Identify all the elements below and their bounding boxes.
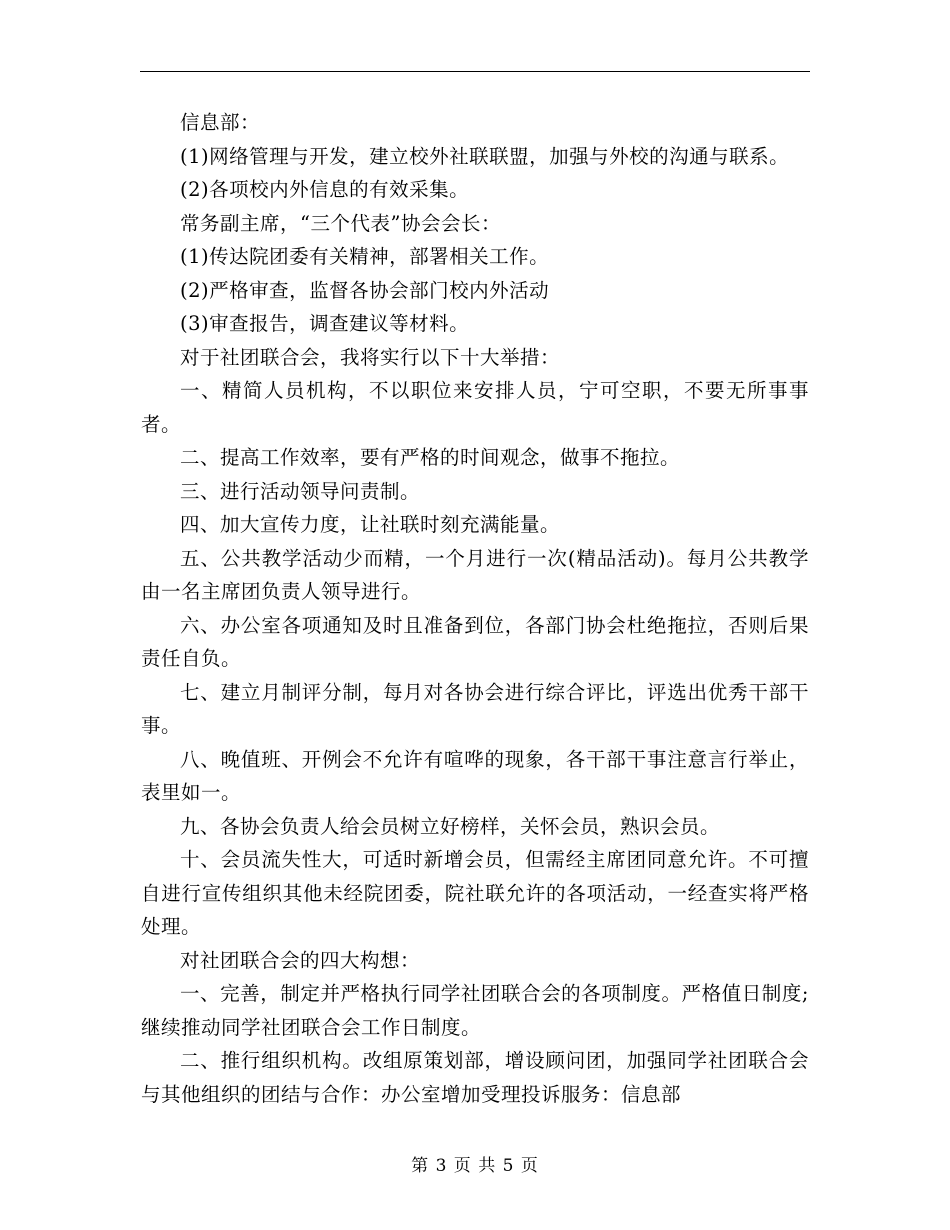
paragraph: (2)严格审查，监督各协会部门校内外活动: [180, 278, 550, 302]
paragraph: 信息部：: [180, 111, 261, 134]
paragraph: (1)网络管理与开发，建立校外社联联盟，加强与外校的沟通与联系。: [180, 144, 790, 168]
paragraph: 十、会员流失性大，可适时新增会员，但需经主席团同意允许。不可擅自进行宣传组织其他未经院团委，院社联允许的各项活动，一经查实将严格处理。: [141, 848, 809, 938]
paragraph: 四、加大宣传力度，让社联时刻充满能量。: [180, 513, 561, 536]
paragraph: (2)各项校内外信息的有效采集。: [180, 178, 470, 201]
paragraph: 八、晚值班、开例会不允许有喧哗的现象，各干部干事注意言行举止，表里如一。: [141, 747, 809, 804]
paragraph: 九、各协会负责人给会员树立好榜样，关怀会员，熟识会员。: [180, 814, 721, 838]
document-body: [141, 106, 809, 1111]
paragraph: (3)审查报告，调查建议等材料。: [180, 312, 470, 335]
paragraph: 二、推行组织机构。改组原策划部，增设顾问团，加强同学社团联合会与其他组织的团结与合作：办公室增加受理投诉服务：信息部: [141, 1049, 809, 1106]
paragraph: 一、完善，制定并严格执行同学社团联合会的各项制度。严格值日制度;继续推动同学社团联合会工作日制度。: [141, 982, 809, 1039]
paragraph: 五、公共教学活动少而精，一个月进行一次(精品活动)。每月公共教学由一名主席团负责人领导进行。: [141, 546, 809, 603]
paragraph: 常务副主席，“三个代表”协会会长：: [180, 211, 501, 235]
paragraph: 六、办公室各项通知及时且准备到位，各部门协会杜绝拖拉，否则后果责任自负。: [141, 613, 809, 670]
paragraph: (1)传达院团委有关精神，部署相关工作。: [180, 245, 550, 268]
paragraph: 对于社团联合会，我将实行以下十大举措：: [180, 345, 561, 369]
paragraph: 二、提高工作效率，要有严格的时间观念，做事不拖拉。: [180, 446, 681, 469]
paragraph: 一、精简人员机构，不以职位来安排人员，宁可空职，不要无所事事者。: [141, 379, 809, 436]
paragraph: 七、建立月制评分制，每月对各协会进行综合评比，评选出优秀干部干事。: [141, 680, 809, 737]
paragraph: 三、进行活动领导问责制。: [180, 479, 421, 503]
paragraph: 对社团联合会的四大构想：: [180, 948, 421, 972]
page-number-footer: 第 3 页 共 5 页: [411, 1156, 539, 1176]
header-rule: [140, 71, 810, 72]
